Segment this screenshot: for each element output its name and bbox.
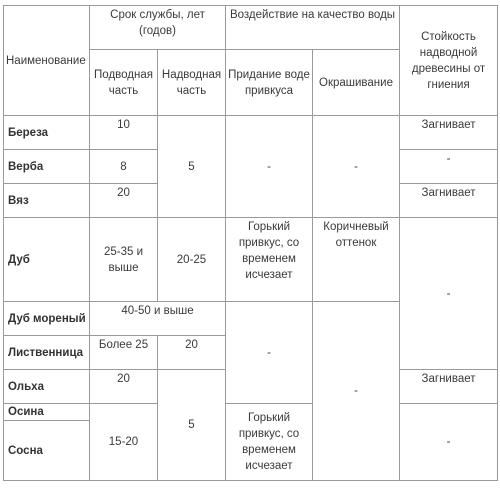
underwater-group-bottom: 15-20	[90, 404, 158, 481]
header-taste: Придание воде привкуса	[226, 50, 313, 116]
abovewater-dub: 20-25	[158, 218, 226, 302]
abovewater-listvennica: 20	[158, 336, 226, 370]
rot-verba: -	[400, 150, 498, 184]
header-coloring: Окрашивание	[313, 50, 400, 116]
rot-olha: Загнивает	[400, 370, 498, 404]
rot-vyaz: Загнивает	[400, 184, 498, 218]
row-name-dub: Дуб	[4, 218, 90, 302]
row-name-osina: Осина	[4, 404, 90, 421]
header-water-effect: Воздействие на качество воды	[226, 6, 400, 50]
rot-group-mid: -	[400, 218, 498, 370]
underwater-olha: 20	[90, 370, 158, 404]
underwater-verba: 8	[90, 150, 158, 184]
rot-bereza: Загнивает	[400, 116, 498, 150]
header-rot-resistance: Стойкость надводной древесины от гниения	[400, 6, 498, 116]
abovewater-group-top: 5	[158, 116, 226, 218]
life-dub-moreny: 40-50 и выше	[90, 302, 226, 336]
row-name-dub-moreny: Дуб мореный	[4, 302, 90, 336]
abovewater-group-bottom: 5	[158, 370, 226, 481]
taste-group-top: -	[226, 116, 313, 218]
underwater-bereza: 10	[90, 116, 158, 150]
row-name-bereza: Береза	[4, 116, 90, 150]
underwater-listvennica: Более 25	[90, 336, 158, 370]
row-name-listvennica: Лиственница	[4, 336, 90, 370]
coloring-dub: Коричневый оттенок	[313, 218, 400, 302]
underwater-vyaz: 20	[90, 184, 158, 218]
underwater-dub: 25-35 и выше	[90, 218, 158, 302]
taste-group-bottom: Горький привкус, со временем исчезает	[226, 404, 313, 481]
header-service-life: Срок службы, лет (годов)	[90, 6, 226, 50]
header-abovewater: Надводная часть	[158, 50, 226, 116]
wood-properties-table	[3, 5, 498, 481]
taste-group-mid: -	[226, 302, 313, 404]
row-name-verba: Верба	[4, 150, 90, 184]
row-name-vyaz: Вяз	[4, 184, 90, 218]
header-name: Наименование	[4, 6, 90, 116]
rot-group-bottom: -	[400, 404, 498, 481]
taste-dub: Горький привкус, со временем исчезает	[226, 218, 313, 302]
row-name-olha: Ольха	[4, 370, 90, 404]
header-underwater: Подводная часть	[90, 50, 158, 116]
coloring-group-bottom: -	[313, 302, 400, 481]
coloring-group-top: -	[313, 116, 400, 218]
row-name-sosna: Сосна	[4, 421, 90, 481]
table-container	[3, 5, 498, 481]
